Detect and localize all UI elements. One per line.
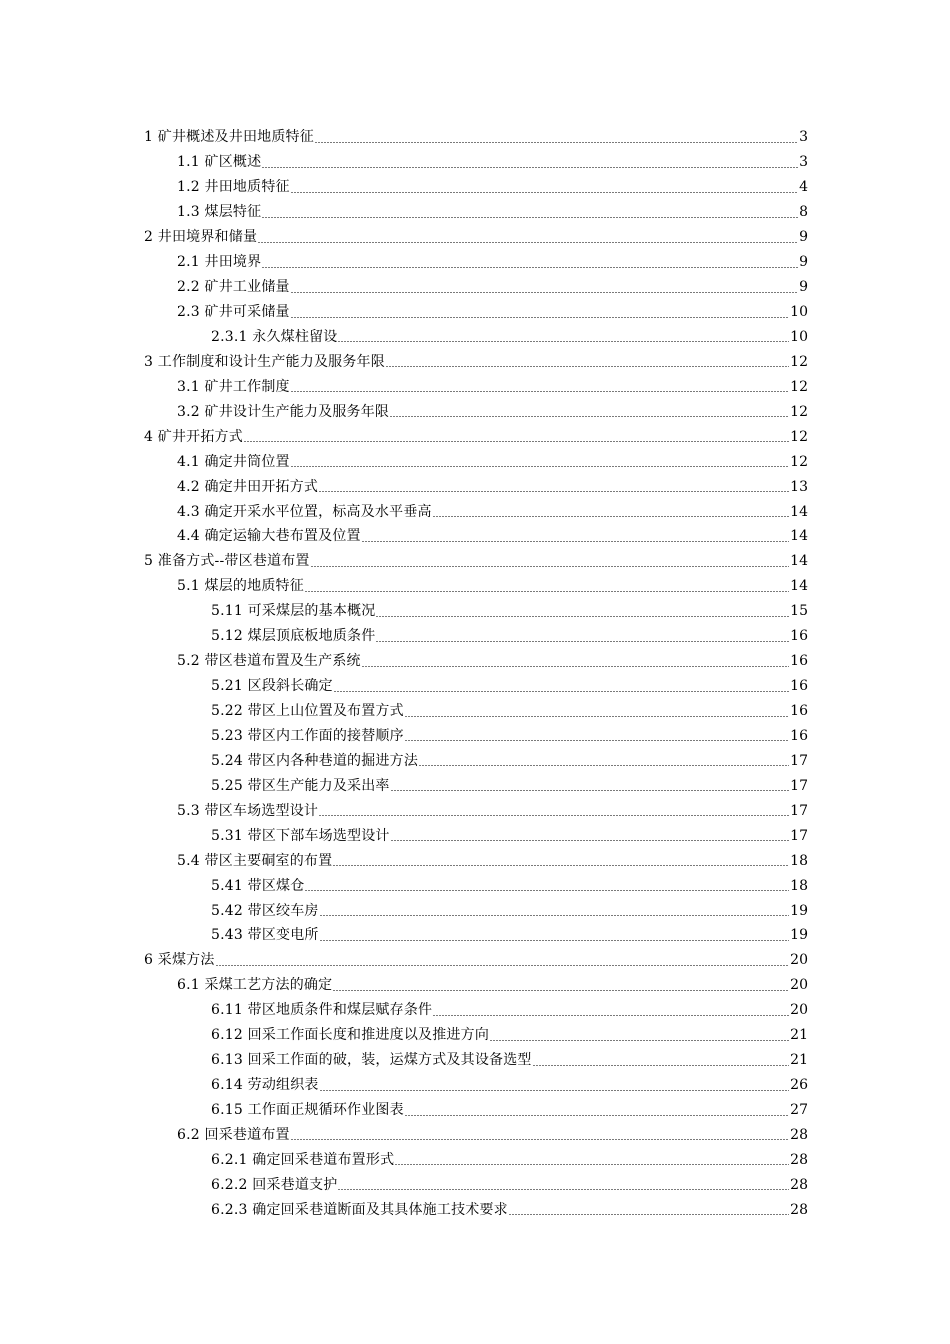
toc-dot-leader: [311, 566, 790, 567]
toc-entry-page-number: 19: [790, 927, 808, 944]
toc-entry-level-2[interactable]: [177, 175, 808, 200]
toc-entry-title: 5.31 带区下部车场选型设计: [211, 827, 390, 844]
toc-entry-page-number: 28: [790, 1176, 808, 1193]
toc-entry-level-3[interactable]: [211, 923, 808, 948]
toc-dot-leader: [320, 915, 790, 916]
toc-entry-title: 5 准备方式--带区巷道布置: [144, 553, 310, 570]
toc-dot-leader: [320, 1090, 790, 1091]
toc-dot-leader: [333, 990, 789, 991]
toc-dot-leader: [391, 790, 790, 791]
toc-dot-leader: [338, 341, 789, 342]
toc-entry-title: 1.1 矿区概述: [177, 154, 262, 171]
toc-entry-level-2[interactable]: [177, 150, 808, 175]
toc-entry-level-3[interactable]: [211, 1197, 808, 1222]
toc-dot-leader: [433, 516, 789, 517]
toc-entry-title: 5.23 带区内工作面的接替顺序: [211, 727, 404, 744]
toc-entry-page-number: 10: [790, 328, 808, 345]
toc-dot-leader: [291, 391, 789, 392]
toc-entry-level-2[interactable]: [177, 250, 808, 275]
toc-entry-title: 3.2 矿井设计生产能力及服务年限: [177, 403, 390, 420]
toc-entry-title: 1 矿井概述及井田地质特征: [144, 129, 314, 146]
toc-entry-title: 5.11 可采煤层的基本概况: [211, 603, 376, 620]
toc-entry-page-number: 20: [790, 1002, 808, 1019]
toc-entry-title: 2.2 矿井工业储量: [177, 279, 290, 296]
toc-entry-title: 5.22 带区上山位置及布置方式: [211, 703, 404, 720]
toc-entry-page-number: 13: [790, 478, 808, 495]
toc-entry-title: 3.1 矿井工作制度: [177, 378, 290, 395]
toc-entry-page-number: 21: [790, 1052, 808, 1069]
toc-entry-page-number: 16: [790, 678, 808, 695]
toc-entry-title: 2.3.1 永久煤柱留设: [211, 328, 338, 345]
toc-entry-title: 3 工作制度和设计生产能力及服务年限: [144, 353, 385, 370]
toc-entry-page-number: 12: [790, 453, 808, 470]
toc-entry-page-number: 4: [799, 179, 808, 196]
toc-dot-leader: [291, 466, 789, 467]
toc-entry-level-3[interactable]: [211, 873, 808, 898]
toc-dot-leader: [362, 541, 789, 542]
toc-entry-title: 6 采煤方法: [144, 952, 215, 969]
toc-entry-level-2[interactable]: [177, 374, 808, 399]
toc-entry-page-number: 10: [790, 304, 808, 321]
toc-entry-page-number: 14: [790, 528, 808, 545]
toc-dot-leader: [376, 616, 789, 617]
toc-entry-level-2[interactable]: [177, 499, 808, 524]
toc-entry-level-2[interactable]: [177, 574, 808, 599]
toc-entry-page-number: 17: [790, 752, 808, 769]
toc-entry-title: 5.21 区段斜长确定: [211, 678, 333, 695]
toc-entry-level-3[interactable]: [211, 599, 808, 624]
toc-entry-level-2[interactable]: [177, 524, 808, 549]
toc-entry-page-number: 15: [790, 603, 808, 620]
toc-entry-page-number: 21: [790, 1027, 808, 1044]
toc-entry-level-3[interactable]: [211, 823, 808, 848]
toc-dot-leader: [305, 890, 789, 891]
toc-entry-title: 6.2.2 回采巷道支护: [211, 1176, 338, 1193]
toc-dot-leader: [334, 691, 789, 692]
toc-entry-page-number: 18: [790, 877, 808, 894]
toc-entry-title: 6.2.3 确定回采巷道断面及其具体施工技术要求: [211, 1201, 508, 1218]
toc-entry-level-2[interactable]: [177, 449, 808, 474]
toc-entry-title: 1.3 煤层特征: [177, 204, 262, 221]
toc-dot-leader: [433, 1015, 789, 1016]
toc-entry-page-number: 12: [790, 353, 808, 370]
toc-dot-leader: [405, 1115, 789, 1116]
toc-entry-level-2[interactable]: [177, 399, 808, 424]
toc-entry-level-2[interactable]: [177, 649, 808, 674]
toc-dot-leader: [244, 441, 789, 442]
toc-dot-leader: [319, 491, 789, 492]
toc-entry-page-number: 20: [790, 977, 808, 994]
toc-entry-title: 4.3 确定开采水平位置，标高及水平垂高: [177, 503, 432, 520]
toc-entry-page-number: 26: [790, 1077, 808, 1094]
toc-dot-leader: [391, 840, 790, 841]
toc-entry-title: 1.2 井田地质特征: [177, 179, 290, 196]
toc-entry-page-number: 14: [790, 553, 808, 570]
toc-entry-title: 6.12 回采工作面长度和推进度以及推进方向: [211, 1027, 490, 1044]
toc-entry-level-1[interactable]: [144, 125, 808, 150]
toc-entry-level-3[interactable]: [211, 773, 808, 798]
toc-entry-page-number: 9: [799, 229, 808, 246]
toc-entry-page-number: 16: [790, 727, 808, 744]
toc-entry-page-number: 28: [790, 1201, 808, 1218]
toc-entry-title: 5.41 带区煤仓: [211, 877, 305, 894]
toc-entry-level-1[interactable]: [144, 549, 808, 574]
toc-entry-page-number: 3: [799, 129, 808, 146]
toc-dot-leader: [305, 591, 789, 592]
toc-entry-level-2[interactable]: [177, 848, 808, 873]
toc-entry-title: 6.2 回采巷道布置: [177, 1126, 290, 1143]
toc-entry-title: 6.15 工作面正规循环作业图表: [211, 1102, 404, 1119]
toc-dot-leader: [262, 167, 798, 168]
toc-entry-page-number: 9: [799, 279, 808, 296]
toc-entry-page-number: 28: [790, 1126, 808, 1143]
toc-dot-leader: [291, 192, 798, 193]
toc-dot-leader: [320, 940, 790, 941]
toc-entry-page-number: 16: [790, 628, 808, 645]
toc-entry-page-number: 3: [799, 154, 808, 171]
toc-entry-title: 6.11 带区地质条件和煤层赋存条件: [211, 1002, 433, 1019]
toc-entry-page-number: 12: [790, 428, 808, 445]
toc-entry-title: 6.1 采煤工艺方法的确定: [177, 977, 333, 994]
toc-entry-title: 5.24 带区内各种巷道的掘进方法: [211, 752, 419, 769]
toc-entry-title: 5.42 带区绞车房: [211, 902, 319, 919]
toc-entry-level-1[interactable]: [144, 349, 808, 374]
toc-entry-title: 4.4 确定运输大巷布置及位置: [177, 528, 361, 545]
toc-dot-leader: [533, 1065, 790, 1066]
toc-entry-title: 5.3 带区车场选型设计: [177, 802, 319, 819]
toc-entry-level-2[interactable]: [177, 1123, 808, 1148]
toc-dot-leader: [291, 292, 798, 293]
toc-dot-leader: [333, 865, 789, 866]
toc-dot-leader: [216, 965, 790, 966]
toc-entry-title: 5.1 煤层的地质特征: [177, 578, 304, 595]
toc-entry-title: 5.12 煤层顶底板地质条件: [211, 628, 376, 645]
toc-dot-leader: [419, 765, 789, 766]
toc-entry-page-number: 16: [790, 653, 808, 670]
toc-entry-title: 5.25 带区生产能力及采出率: [211, 777, 390, 794]
toc-entry-page-number: 17: [790, 777, 808, 794]
toc-entry-level-3[interactable]: [211, 1098, 808, 1123]
toc-entry-level-1[interactable]: [144, 948, 808, 973]
toc-dot-leader: [509, 1214, 789, 1215]
toc-entry-level-1[interactable]: [144, 424, 808, 449]
toc-entry-page-number: 18: [790, 852, 808, 869]
toc-dot-leader: [262, 267, 798, 268]
toc-dot-leader: [258, 242, 798, 243]
toc-entry-level-3[interactable]: [211, 998, 808, 1023]
toc-entry-title: 2 井田境界和储量: [144, 229, 258, 246]
toc-entry-title: 2.1 井田境界: [177, 254, 262, 271]
toc-entry-page-number: 19: [790, 902, 808, 919]
toc-entry-page-number: 9: [799, 254, 808, 271]
toc-entry-page-number: 27: [790, 1102, 808, 1119]
toc-entry-level-2[interactable]: [177, 798, 808, 823]
toc-dot-leader: [315, 142, 798, 143]
toc-entry-level-2[interactable]: [177, 973, 808, 998]
toc-entry-level-3[interactable]: [211, 1048, 808, 1073]
table-of-contents: [0, 125, 950, 1222]
toc-entry-level-3[interactable]: [211, 1073, 808, 1098]
toc-entry-title: 4.2 确定井田开拓方式: [177, 478, 319, 495]
toc-dot-leader: [319, 815, 789, 816]
toc-entry-level-3[interactable]: [211, 748, 808, 773]
toc-entry-page-number: 8: [799, 204, 808, 221]
toc-dot-leader: [490, 1040, 789, 1041]
toc-entry-page-number: 14: [790, 503, 808, 520]
toc-entry-title: 2.3 矿井可采储量: [177, 304, 290, 321]
toc-entry-page-number: 16: [790, 703, 808, 720]
toc-entry-page-number: 28: [790, 1151, 808, 1168]
toc-dot-leader: [376, 641, 789, 642]
toc-dot-leader: [405, 716, 789, 717]
toc-entry-level-2[interactable]: [177, 300, 808, 325]
toc-dot-leader: [291, 1139, 789, 1140]
toc-entry-level-3[interactable]: [211, 1147, 808, 1172]
toc-entry-level-2[interactable]: [177, 200, 808, 225]
toc-entry-page-number: 17: [790, 827, 808, 844]
toc-dot-leader: [262, 217, 798, 218]
toc-entry-title: 4 矿井开拓方式: [144, 428, 243, 445]
toc-entry-level-2[interactable]: [177, 474, 808, 499]
toc-entry-level-3[interactable]: [211, 1023, 808, 1048]
toc-dot-leader: [390, 416, 789, 417]
toc-entry-level-3[interactable]: [211, 624, 808, 649]
toc-entry-level-1[interactable]: [144, 225, 808, 250]
toc-entry-title: 5.4 带区主要硐室的布置: [177, 852, 333, 869]
toc-entry-level-2[interactable]: [177, 275, 808, 300]
toc-entry-level-3[interactable]: [211, 674, 808, 699]
toc-entry-title: 5.43 带区变电所: [211, 927, 319, 944]
toc-entry-title: 6.14 劳动组织表: [211, 1077, 319, 1094]
toc-entry-level-3[interactable]: [211, 699, 808, 724]
toc-dot-leader: [338, 1189, 789, 1190]
toc-entry-level-3[interactable]: [211, 898, 808, 923]
toc-entry-page-number: 17: [790, 802, 808, 819]
toc-dot-leader: [362, 666, 789, 667]
toc-dot-leader: [405, 740, 789, 741]
toc-entry-level-3[interactable]: [211, 1172, 808, 1197]
toc-entry-page-number: 14: [790, 578, 808, 595]
toc-entry-level-3[interactable]: [211, 325, 808, 350]
toc-dot-leader: [291, 317, 789, 318]
toc-dot-leader: [395, 1164, 789, 1165]
toc-entry-page-number: 12: [790, 378, 808, 395]
toc-entry-page-number: 12: [790, 403, 808, 420]
toc-entry-page-number: 20: [790, 952, 808, 969]
toc-entry-title: 6.13 回采工作面的破，装，运煤方式及其设备选型: [211, 1052, 532, 1069]
toc-entry-title: 6.2.1 确定回采巷道布置形式: [211, 1151, 395, 1168]
toc-entry-title: 4.1 确定井筒位置: [177, 453, 290, 470]
toc-entry-level-3[interactable]: [211, 724, 808, 749]
toc-dot-leader: [386, 366, 789, 367]
toc-entry-title: 5.2 带区巷道布置及生产系统: [177, 653, 361, 670]
